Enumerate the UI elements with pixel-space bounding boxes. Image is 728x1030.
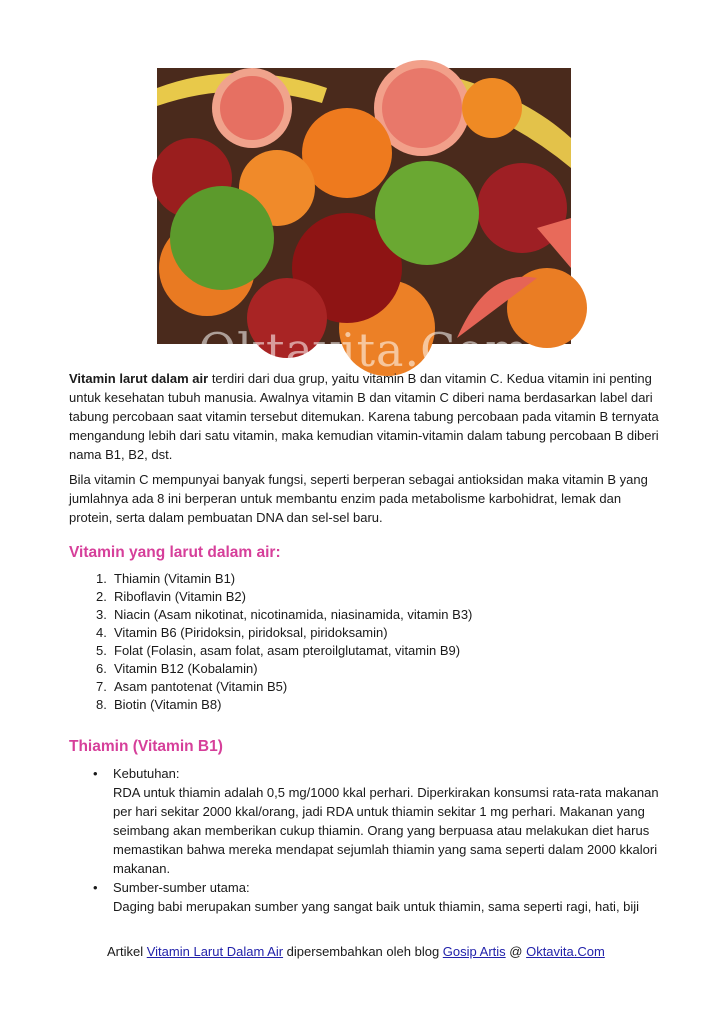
list-item bbox=[88, 588, 472, 606]
list-item bbox=[88, 624, 472, 642]
bullet-body: RDA untuk thiamin adalah 0,5 mg/1000 kkal perhari. Diperkirakan konsumsi rata-rata makanan per hari sekitar 2000 kkal/orang, jadi RDA untuk thiamin sekitar 1 mg perhari. Makanan yang seimbang akan memberikan cukup thiamin. Orang yang berpuasa atau melakukan diet harus memastikan bahwa mereka mendapat sejumlah thiamin yang sama seperti dalam 2000 kkalori makanan. bbox=[113, 785, 659, 876]
section-heading-vitamins: Vitamin yang larut dalam air: bbox=[69, 544, 281, 561]
bullet-body: Daging babi merupakan sumber yang sangat baik untuk thiamin, sama seperti ragi, hati, biji bbox=[113, 899, 640, 914]
intro-text bbox=[69, 369, 659, 533]
list-number: 1. bbox=[96, 571, 107, 586]
list-number: 5. bbox=[96, 643, 107, 658]
bullet-title: Kebutuhan: bbox=[113, 766, 180, 781]
fruit-photo bbox=[157, 68, 571, 377]
footer-mid: dipersembahkan oleh blog bbox=[283, 944, 443, 959]
bullet-item-kebutuhan bbox=[93, 764, 659, 878]
vitamin-list bbox=[88, 570, 472, 714]
list-item bbox=[88, 570, 472, 588]
list-number: 7. bbox=[96, 679, 107, 694]
list-item-text: Vitamin B12 (Kobalamin) bbox=[114, 661, 258, 676]
footer-at: @ bbox=[505, 944, 527, 959]
list-item-text: Niacin (Asam nikotinat, nicotinamida, niasinamida, vitamin B3) bbox=[114, 607, 473, 622]
section-heading-thiamin: Thiamin (Vitamin B1) bbox=[69, 738, 223, 755]
bullet-marker: • bbox=[93, 766, 98, 781]
list-number: 3. bbox=[96, 607, 107, 622]
list-item bbox=[88, 678, 472, 696]
list-item-text: Riboflavin (Vitamin B2) bbox=[114, 589, 246, 604]
list-number: 6. bbox=[96, 661, 107, 676]
list-item bbox=[88, 660, 472, 678]
blog-link[interactable]: Gosip Artis bbox=[442, 944, 506, 959]
footer-attribution bbox=[107, 942, 605, 961]
footer-prefix: Artikel bbox=[107, 944, 147, 959]
bullet-item-sumber bbox=[93, 878, 659, 916]
intro-paragraph-1 bbox=[69, 369, 659, 464]
list-number: 4. bbox=[96, 625, 107, 640]
list-item-text: Biotin (Vitamin B8) bbox=[114, 697, 222, 712]
list-item bbox=[88, 642, 472, 660]
list-item-text: Asam pantotenat (Vitamin B5) bbox=[114, 679, 288, 694]
bullet-marker: • bbox=[93, 880, 98, 895]
thiamin-bullet-list bbox=[93, 764, 659, 916]
list-item bbox=[88, 606, 472, 624]
intro-bold-lead: Vitamin larut dalam air bbox=[69, 371, 209, 386]
watermark-text: Oktavita.Com bbox=[198, 323, 530, 377]
list-item bbox=[88, 696, 472, 714]
article-link[interactable]: Vitamin Larut Dalam Air bbox=[146, 944, 284, 959]
bullet-title: Sumber-sumber utama: bbox=[113, 880, 250, 895]
list-item-text: Folat (Folasin, asam folat, asam pteroilglutamat, vitamin B9) bbox=[114, 643, 461, 658]
list-number: 2. bbox=[96, 589, 107, 604]
list-item-text: Thiamin (Vitamin B1) bbox=[114, 571, 236, 586]
intro-paragraph-2: Bila vitamin C mempunyai banyak fungsi, seperti berperan sebagai antioksidan maka vitamin B yang jumlahnya ada 8 ini berperan untuk membantu enzim pada metabolisme karbohidrat, lemak dan protein, serta dalam pembuatan DNA dan sel-sel baru. bbox=[69, 472, 648, 525]
fruit-illustration bbox=[157, 68, 571, 344]
site-link[interactable]: Oktavita.Com bbox=[526, 944, 605, 959]
list-item-text: Vitamin B6 (Piridoksin, piridoksal, piridoksamin) bbox=[114, 625, 388, 640]
intro-p1-text: terdiri dari dua grup, yaitu vitamin B dan vitamin C. Kedua vitamin ini penting untuk kesehatan tubuh manusia. Awalnya vitamin B dan vitamin C diberi nama berdasarkan label dari tabung percobaan saat vitamin tersebut ditemukan. Karena tabung percobaan pada vitamin B ternyata mengandung lebih dari satu vitamin, maka kemudian vitamin-vitamin dalam tabung percobaan B diberi nama B1, B2, dst. bbox=[69, 371, 659, 462]
list-number: 8. bbox=[96, 697, 107, 712]
